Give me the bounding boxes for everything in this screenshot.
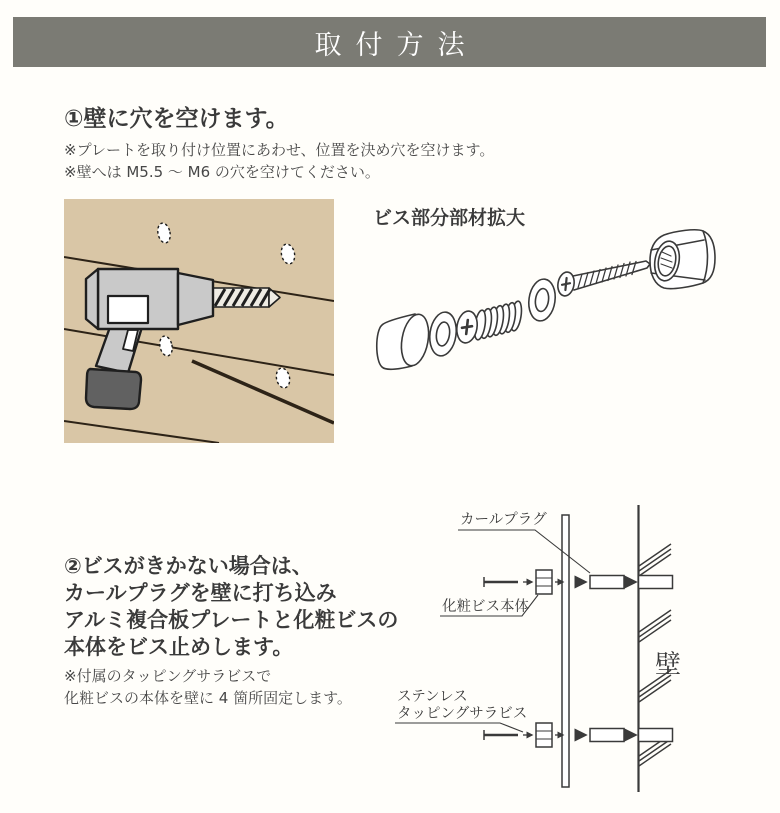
step1-heading: ①壁に穴を空けます。: [64, 106, 289, 132]
tapping-screw-part-icon: [556, 261, 650, 297]
plug-in-wall-rect: [639, 576, 673, 589]
curl-plug-rect: [590, 576, 624, 589]
step2-note-1: ※付属のタッピングサラビスで: [64, 667, 272, 685]
wall-label: 壁: [655, 650, 682, 680]
washer-part-icon: [427, 310, 459, 357]
drill-illustration: [64, 199, 334, 443]
step2-heading-line1: ②ビスがきかない場合は、: [64, 554, 313, 578]
curl-plug-rect: [590, 729, 624, 742]
tapping-screw-label-line1: ステンレス: [397, 689, 468, 705]
screw-body-cylinder: [536, 723, 552, 747]
drill-label-window: [108, 296, 148, 323]
step2-heading-line4: 本体をビス止めします。: [64, 635, 294, 659]
step2-heading-line2: カールプラグを壁に打ち込み: [64, 581, 337, 605]
drill-bit: [212, 288, 280, 307]
screw-body-label: 化粧ビス本体: [442, 599, 529, 615]
drill-chuck: [178, 273, 213, 325]
wall-install-diagram: [390, 500, 750, 800]
curl-plug-label: カールプラグ: [460, 512, 547, 528]
cap-part-icon: [377, 312, 433, 369]
install-row-2: [484, 723, 673, 747]
step2-heading-line3: アルミ複合板プレートと化粧ビスの: [64, 608, 399, 632]
screw-body-cylinder: [536, 570, 552, 594]
parts-diagram-title: ビス部分部材拡大: [373, 207, 526, 229]
page-title-bar: [13, 17, 766, 67]
step1-note-2: ※壁へは M5.5 ～ M6 の穴を空けてください。: [64, 163, 380, 181]
tapping-screw-label-line2: タッピングサラビス: [397, 706, 528, 722]
washer-part-icon: [526, 277, 558, 322]
drill-battery: [86, 369, 141, 409]
threaded-body-part-icon: [455, 300, 524, 344]
screw-parts-exploded-diagram: [370, 228, 740, 408]
page-title: 取付方法: [314, 29, 479, 61]
nut-part-icon: [650, 230, 715, 289]
step2-note-2: 化粧ビスの本体を壁に 4 箇所固定します。: [64, 689, 352, 707]
plug-in-wall-rect: [639, 729, 673, 742]
step1-note-1: ※プレートを取り付け位置にあわせ、位置を決め穴を空けます。: [64, 141, 495, 159]
install-row-1: [484, 570, 673, 594]
